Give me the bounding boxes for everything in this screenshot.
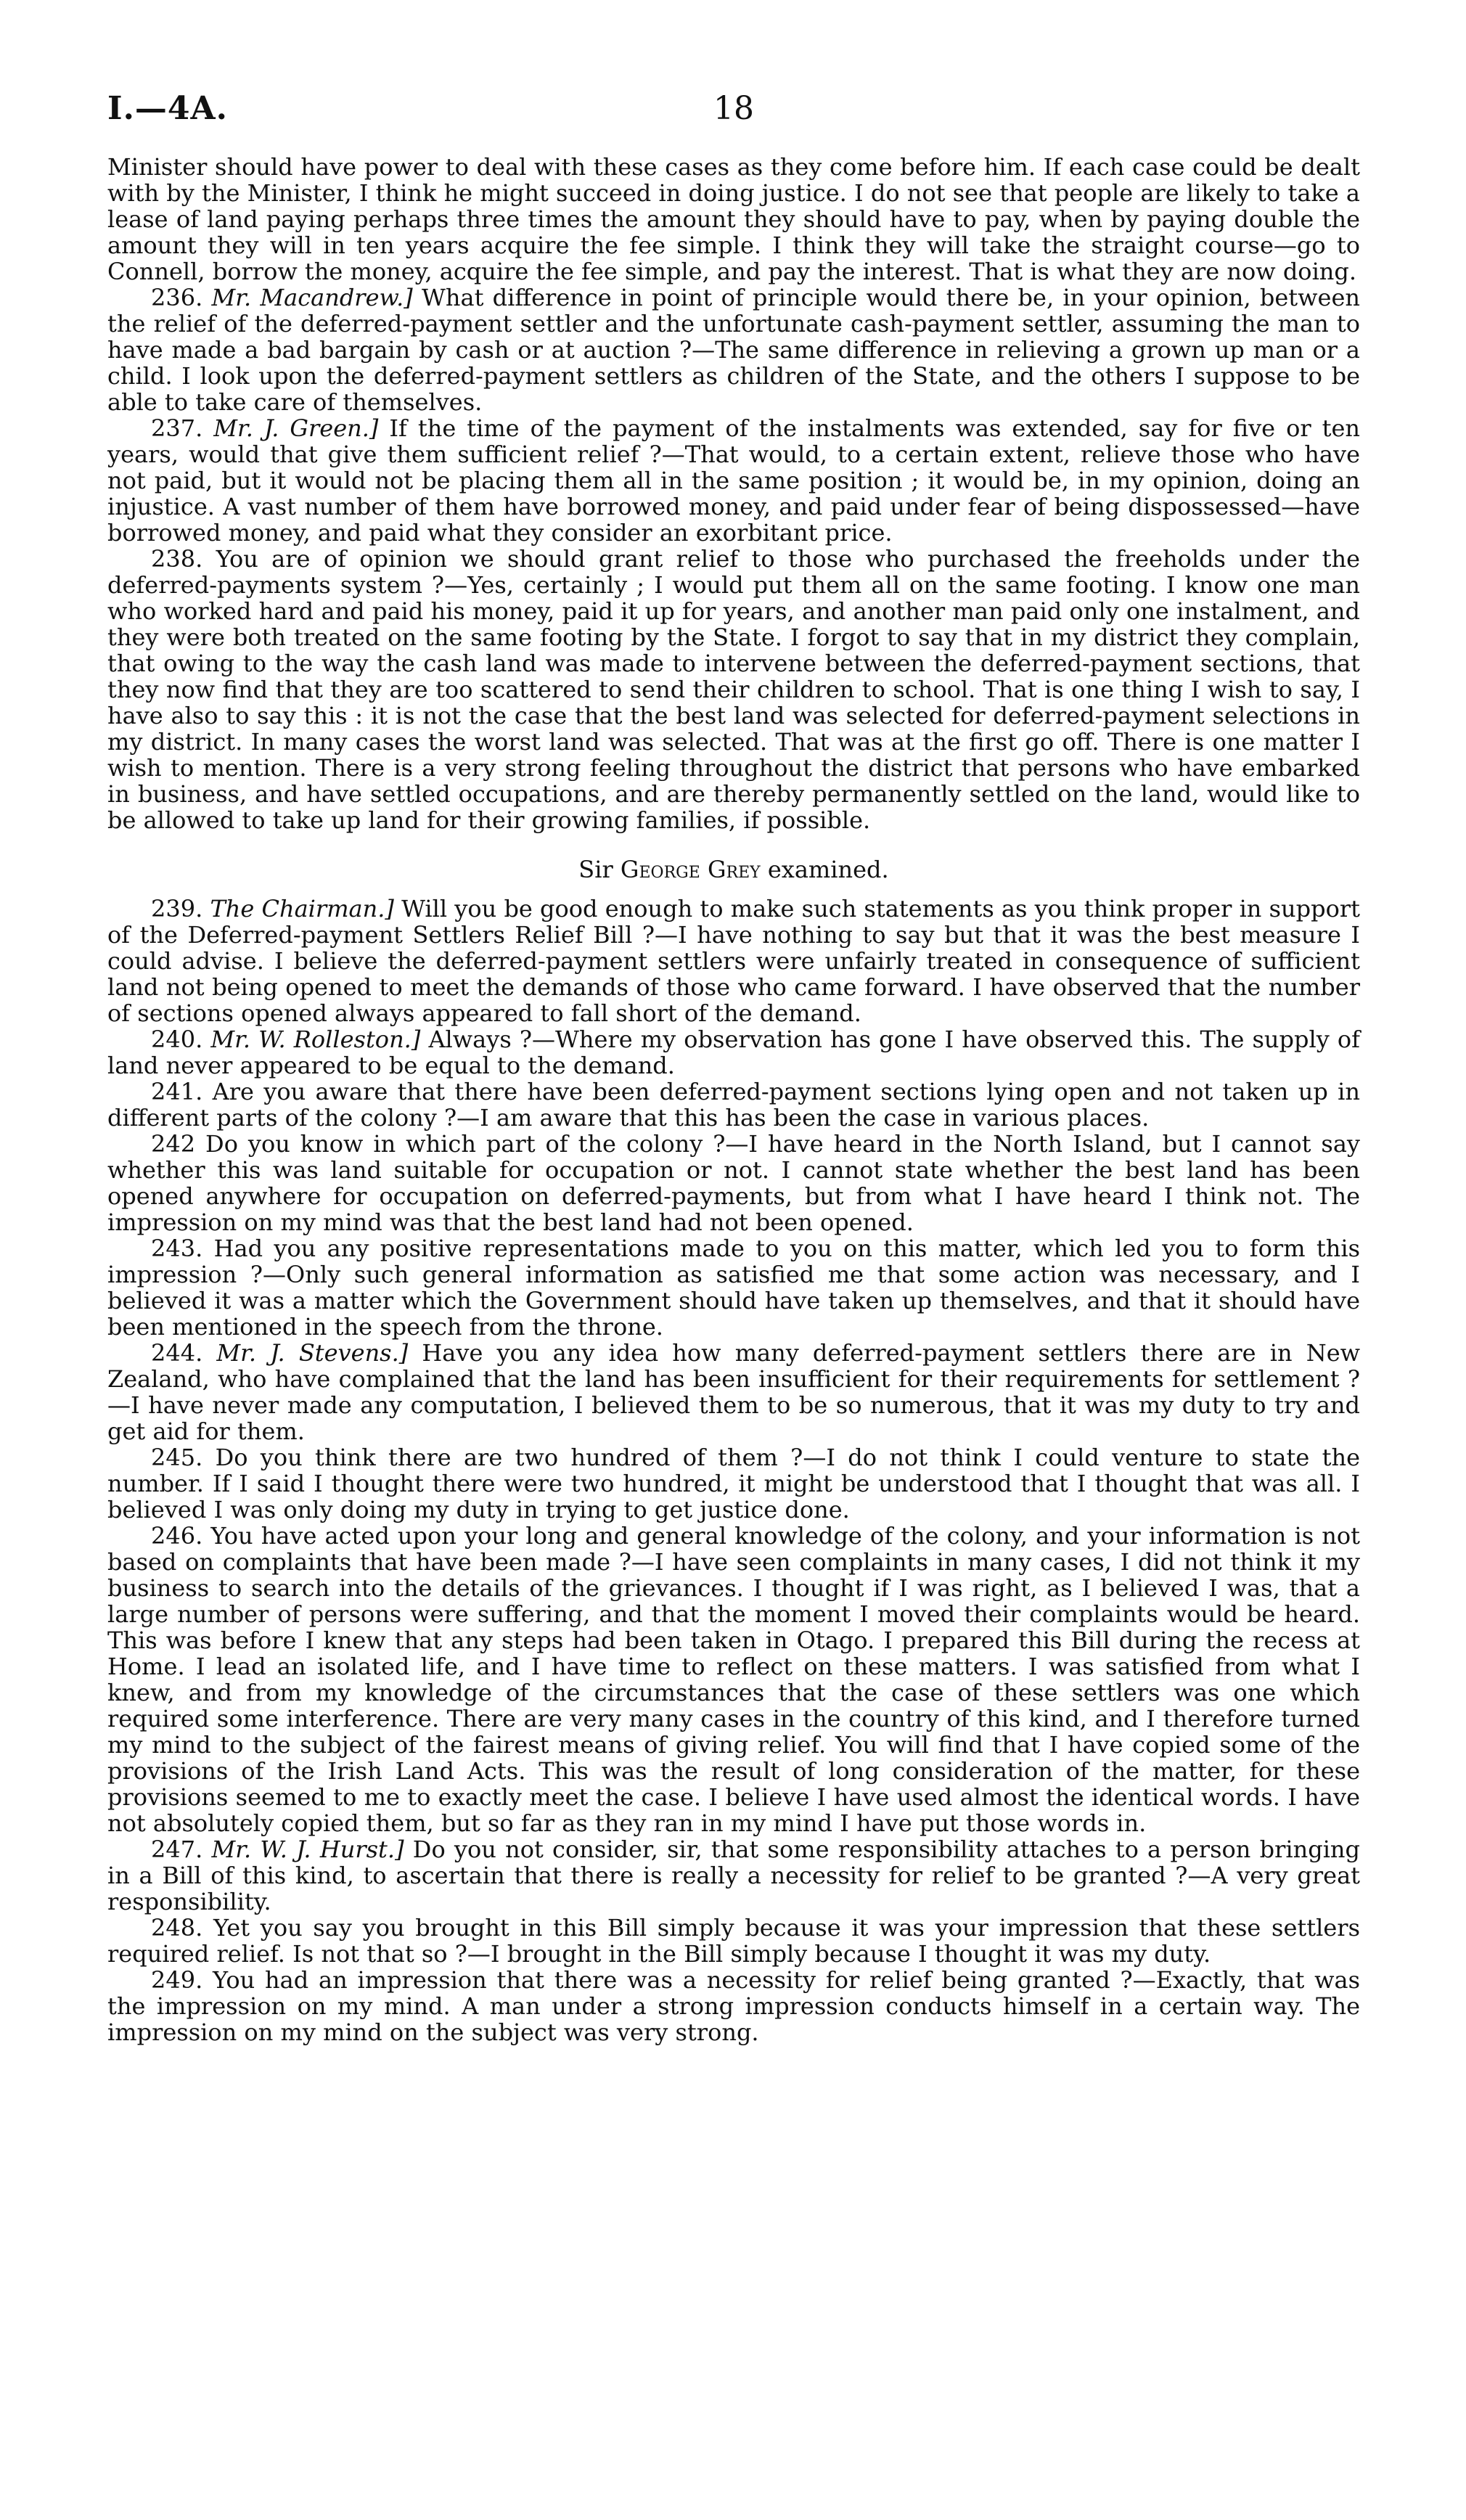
speaker: The Chairman.] xyxy=(210,895,394,922)
speaker: Mr. W. Rolleston.] xyxy=(210,1026,421,1053)
paragraph-number: 247. xyxy=(151,1836,203,1863)
paragraph xyxy=(107,1444,1360,1523)
paragraph-text: Do you not consider, sir, that some responsibility attaches to a person bringing in a Bill of this kind, to ascertain that there is really a necessity for relief to be granted ?—A very great responsibility. xyxy=(107,1836,1361,1915)
document-reference: I.—4A. xyxy=(107,90,228,127)
witness-name: George Grey xyxy=(620,856,761,883)
paragraph xyxy=(107,285,1360,415)
paragraph-text: Yet you say you brought in this Bill simply because it was your impression that these settlers required relief. Is not that so ?—I brought in the Bill simply because I thought it was my duty. xyxy=(107,1914,1361,1968)
paragraph xyxy=(107,415,1360,546)
paragraph-number: 238. xyxy=(151,545,203,573)
document-page xyxy=(107,0,1361,2046)
paragraph-number: 244. xyxy=(151,1339,203,1367)
paragraph-text: Have you any idea how many deferred-payment settlers there are in New Zealand, who have complained that the land has been insufficient for their requirements for settlement ?—I have never made any computation, I believed them to be so numerous, that it was my duty to try and get aid for them. xyxy=(107,1339,1361,1445)
paragraph-text: You are of opinion we should grant relief to those who purchased the freeholds under the deferred-payments system ?—Yes, certainly ; I would put them all on the same footing. I know one man who worked hard and paid his money, paid it up for years, and another man paid only one instalment, and they were both treated on the same footing by the State. I forgot to say that in my district they complain, that owing to the way the cash land was made to intervene between the deferred-payment sections, that they now find that they are too scattered to send their children to school. That is one thing I wish to say, I have also to say this : it is not the case that the best land was selected for deferred-payment selections in my district. In many cases the worst land was selected. That was at the first go off. There is one matter I wish to mention. There is a very strong feeling throughout the district that persons who have embarked in business, and have settled occupations, and are thereby permanently settled on the land, would like to be allowed to take up land for their growing families, if possible. xyxy=(107,545,1361,834)
paragraph xyxy=(107,1523,1360,1836)
paragraph-number: 239. xyxy=(151,895,203,922)
section-heading xyxy=(107,856,1360,883)
paragraph-number: 242 xyxy=(151,1130,196,1158)
paragraph-number: 246. xyxy=(151,1522,203,1550)
paragraph xyxy=(107,546,1360,833)
paragraph-text: You have acted upon your long and general knowledge of the colony, and your information is not based on complaints that have been made ?—I have seen complaints in many cases, I did not think it my business to search into the details of the grievances. I thought if I was right, as I believed I was, that a large number of persons were suffering, and that the moment I moved their complaints would be heard. This was before I knew that any steps had been taken in Otago. I prepared this Bill during the recess at Home. I lead an isolated life, and I have time to reflect on these matters. I was satisfied from what I knew, and from my knowledge of the circumstances that the case of these settlers was one which required some interference. There are very many cases in the country of this kind, and I therefore turned my mind to the subject of the fairest means of giving relief. You will find that I have copied some of the provisions of the Irish Land Acts. This was the result of long consideration of the matter, for these provisions seemed to me to exactly meet the case. I believe I have used almost the identical words. I have not absolutely copied them, but so far as they ran in my mind I have put those words in. xyxy=(107,1522,1361,1837)
heading-prefix: Sir xyxy=(578,856,613,883)
paragraph xyxy=(107,1340,1360,1444)
paragraph-text: Do you think there are two hundred of them ?—I do not think I could venture to state the number. If I said I thought there were two hundred, it might be understood that I thought that was all. I believed I was only doing my duty in trying to get justice done. xyxy=(107,1444,1361,1523)
paragraph-number: 243. xyxy=(151,1235,203,1262)
paragraph-text: Are you aware that there have been deferred-payment sections lying open and not taken up in different parts of the colony ?—I am aware that this has been the case in various places. xyxy=(107,1078,1361,1132)
paragraph-text: You had an impression that there was a necessity for relief being granted ?—Exactly, that was the impression on my mind. A man under a strong impression conducts himself in a certain way. The impression on my mind on the subject was very strong. xyxy=(107,1966,1361,2046)
paragraph-text: What difference in point of principle would there be, in your opinion, between the relief of the deferred-payment settler and the unfortunate cash-payment settler, assuming the man to have made a bad bargain by cash or at auction ?—The same difference in relieving a grown up man or a child. I look upon the deferred-payment settlers as children of the State, and the others I suppose to be able to take care of themselves. xyxy=(107,284,1361,416)
paragraph-text: Had you any positive representations made to you on this matter, which led you to form this impression ?—Only such general information as satisfied me that some action was necessary, and I believed it was a matter which the Government should have taken up themselves, and that it should have been mentioned in the speech from the throne. xyxy=(107,1235,1361,1341)
paragraph-text: Minister should have power to deal with these cases as they come before him. If each case could be dealt with by the Minister, I think he might succeed in doing justice. I do not see that people are likely to take a lease of land paying perhaps three times the amount they should have to pay, when by paying double the amount they will in ten years acquire the fee simple. I think they will take the straight course—go to Connell, borrow the money, acquire the fee simple, and pay the interest. That is what they are now doing. xyxy=(107,153,1360,285)
paragraph-number: 240. xyxy=(151,1026,203,1053)
speaker: Mr. J. Stevens.] xyxy=(216,1339,409,1367)
paragraph xyxy=(107,896,1360,1026)
speaker: Mr. W. J. Hurst.] xyxy=(211,1836,404,1863)
speaker: Mr. Macandrew.] xyxy=(211,284,413,311)
page-number: 18 xyxy=(713,90,754,127)
paragraph-continued xyxy=(107,154,1360,285)
paragraph-text: If the time of the payment of the instalments was extended, say for five or ten years, would that give them sufficient relief ?—That would, to a certain extent, relieve those who have not paid, but it would not be placing them all in the same position ; it would be, in my opinion, doing an injustice. A vast number of them have borrowed money, and paid under fear of being dispossessed—have borrowed money, and paid what they consider an exorbitant price. xyxy=(107,414,1361,547)
page-body xyxy=(107,154,1360,2045)
paragraph-number: 237. xyxy=(151,414,203,442)
paragraph xyxy=(107,1235,1360,1340)
paragraph-number: 248. xyxy=(151,1914,203,1942)
paragraph xyxy=(107,1836,1360,1915)
paragraph-number: 236. xyxy=(151,284,203,311)
paragraph xyxy=(107,1967,1360,2045)
paragraph xyxy=(107,1131,1360,1235)
paragraph-number: 249. xyxy=(151,1966,203,1994)
paragraph-number: 241. xyxy=(151,1078,203,1105)
heading-suffix: examined. xyxy=(767,856,889,883)
paragraph-text: Always ?—Where my observation has gone I have observed this. The supply of land never appeared to be equal to the demand. xyxy=(107,1026,1361,1079)
speaker: Mr. J. Green.] xyxy=(213,414,379,442)
paragraph-number: 245. xyxy=(151,1444,203,1471)
page-header xyxy=(107,0,1360,127)
paragraph xyxy=(107,1915,1360,1967)
paragraph-text: Will you be good enough to make such statements as you think proper in support of the Deferred-payment Settlers Relief Bill ?—I have nothing to say but that it was the best measure I could advise. I believe the deferred-payment settlers were unfairly treated in consequence of sufficient land not being opened to meet the demands of those who came forward. I have observed that the number of sections opened always appeared to fall short of the demand. xyxy=(107,895,1361,1027)
paragraph-text: Do you know in which part of the colony ?—I have heard in the North Island, but I cannot say whether this was land suitable for occupation or not. I cannot state whether the best land has been opened anywhere for occupation on deferred-payments, but from what I have heard I think not. The impression on my mind was that the best land had not been opened. xyxy=(107,1130,1361,1236)
paragraph xyxy=(107,1079,1360,1131)
paragraph xyxy=(107,1026,1360,1079)
